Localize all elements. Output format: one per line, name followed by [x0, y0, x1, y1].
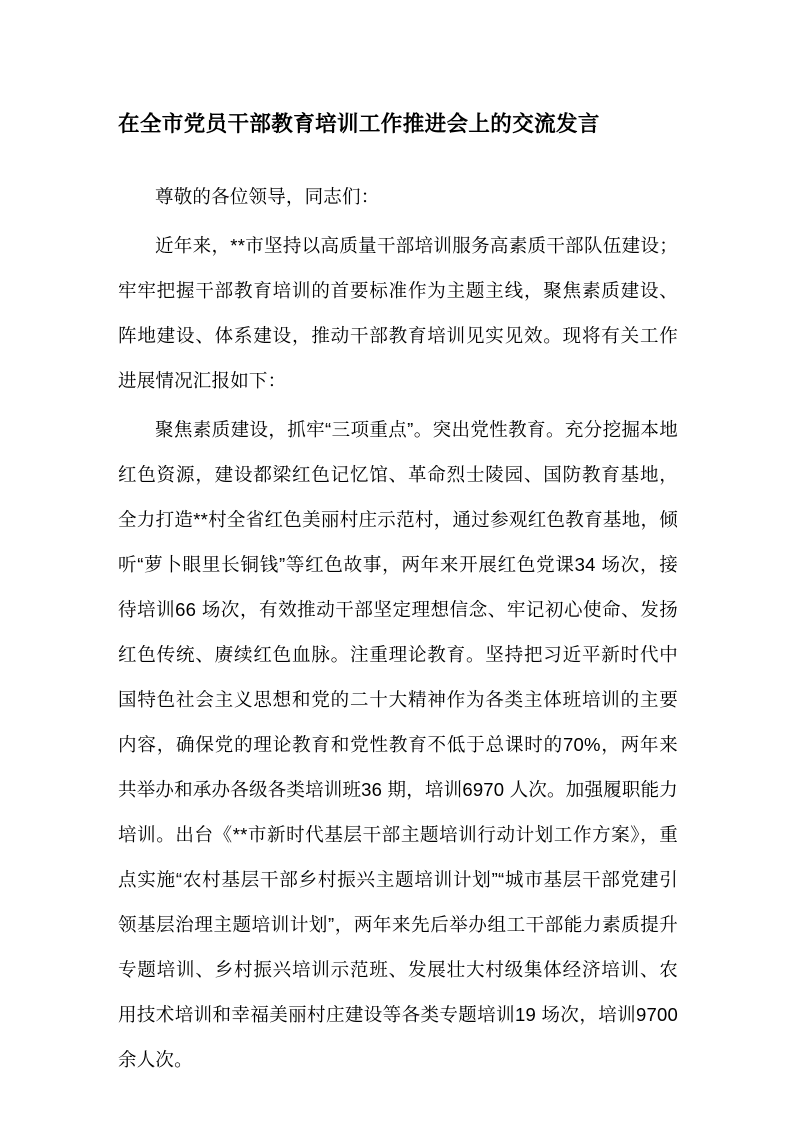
paragraph-salutation: 尊敬的各位领导，同志们：: [155, 186, 380, 208]
paragraph-section-one: 聚焦素质建设，抓牢“三项重点”。突出党性教育。充分挖掘本地红色资源，建设都梁红色记忆馆、革命烈士陵园、国防教育基地，全力打造**村全省红色美丽村庄示范村，通过参观红色教育基地，倾听“萝卜眼里长铜钱”等红色故事，两年来开展红色党课34 场次，接待培训66 场次，有效推动干部坚定理想信念、牢记初心使命、发扬红色传统、赓续红色血脉。注重理论教育。坚持把习近平新时代中国特色社会主义思想和党的二十大精神作为各类主体班培训的主要内容，确保党的理论教育和党性教育不低于总课时的70%，两年来共举办和承办各级各类培训班36 期，培训6970 人次。加强履职能力培训。出台《**市新时代基层干部主题培训行动计划工作方案》，重点实施“农村基层干部乡村振兴主题培训计划”“城市基层干部党建引领基层治理主题培训计划”，两年来先后举办组工干部能力素质提升专题培训、乡村振兴培训示范班、发展壮大村级集体经济培训、农用技术培训和幸福美丽村庄建设等各类专题培训19 场次，培训9700 余人次。: [118, 419, 678, 1071]
page-title: 在全市党员干部教育培训工作推进会上的交流发言: [118, 112, 600, 136]
paragraph-intro: 近年来，**市坚持以高质量干部培训服务高素质干部队伍建设；牢牢把握干部教育培训的首要标准作为主题主线，聚焦素质建设、阵地建设、体系建设，推动干部教育培训见实见效。现将有关工作进展情况汇报如下：: [118, 235, 678, 392]
document-body: [118, 108, 678, 1082]
